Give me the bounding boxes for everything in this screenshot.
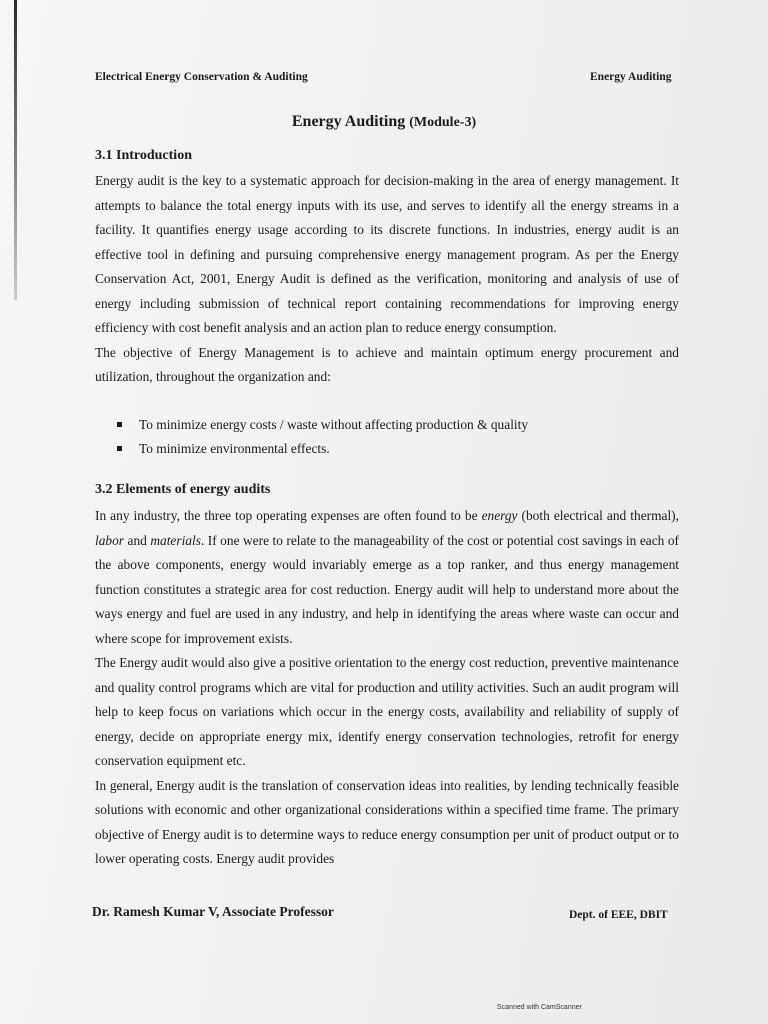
introduction-body xyxy=(95,169,679,390)
footer-author: Dr. Ramesh Kumar V, Associate Professor xyxy=(92,904,334,919)
page-title xyxy=(0,113,768,131)
bullet-square-icon xyxy=(117,446,122,451)
list-item-text: To minimize energy costs / waste without affecting production & quality xyxy=(139,417,529,432)
elements-paragraph-3: In general, Energy audit is the translation of conservation ideas into realities, by lending technically feasible solutions with economic and other organizational considerations within a specified time frame. The primary objective of Energy audit is to determine ways to reduce energy consumption per unit of product output or to lower operating costs. Energy audit provides xyxy=(95,777,679,866)
text-run: and xyxy=(124,532,151,548)
bullet-square-icon xyxy=(117,422,122,427)
emphasis-labor: labor xyxy=(95,532,125,548)
objectives-list xyxy=(115,413,528,461)
emphasis-materials: materials xyxy=(150,532,201,548)
text-run: (both electrical and thermal), xyxy=(517,508,679,523)
elements-paragraph-2: The Energy audit would also give a positive orientation to the energy cost reduction, preventive maintenance and quality control programs which are vital for production and utility activities. Such an audit program will help to keep focus on variations which occur in the energy costs, availability and reliability of supply of energy, decide on appropriate energy mix, identify energy conservation technologies, retrofit for energy conservation equipment etc. xyxy=(95,655,679,768)
text-run: . If one were to relate to the manageability of the cost or potential cost savings in each of the above components, energy would invariably emerge as a top ranker, and thus energy management function constitutes a strategic area for cost reduction. Energy audit will help to understand more about the ways energy and fuel are used in any industry, and help in identifying the areas where waste can occur and where scope for improvement exists. xyxy=(95,532,680,646)
list-item-text: To minimize environmental effects. xyxy=(139,441,330,456)
header-topic: Energy Auditing xyxy=(590,71,672,83)
introduction-paragraph-2: The objective of Energy Management is to achieve and maintain optimum energy procurement and utilization, throughout the organization and: xyxy=(95,344,679,384)
text-run: In any industry, the three top operating expenses are often found to be xyxy=(95,508,482,523)
page-edge-line xyxy=(14,0,17,300)
footer-department: Dept. of EEE, DBIT xyxy=(569,909,668,921)
title-main: Energy Auditing xyxy=(291,113,406,130)
header-course-title: Electrical Energy Conservation & Auditing xyxy=(95,71,308,83)
section-heading-elements: 3.2 Elements of energy audits xyxy=(95,482,271,497)
emphasis-energy: energy xyxy=(481,508,518,523)
list-item xyxy=(115,413,528,437)
section-heading-introduction: 3.1 Introduction xyxy=(95,148,192,163)
elements-paragraph-1 xyxy=(95,504,679,651)
introduction-paragraph-1: Energy audit is the key to a systematic approach for decision-making in the area of energy management. It attempts to balance the total energy inputs with its use, and serves to identify all the energy streams in a facility. It quantifies energy usage according to its discrete functions. In industries, energy audit is an effective tool in defining and pursuing comprehensive energy management program. As per the Energy Conservation Act, 2001, Energy Audit is defined as the verification, monitoring and analysis of use of energy including submission of technical report containing recommendations for improving energy efficiency with cost benefit analysis and an action plan to reduce energy consumption. xyxy=(95,173,679,335)
scanner-watermark: Scanned with CamScanner xyxy=(497,1004,582,1011)
list-item xyxy=(115,437,528,461)
elements-body xyxy=(95,504,679,872)
title-module: (Module-3) xyxy=(409,115,477,130)
